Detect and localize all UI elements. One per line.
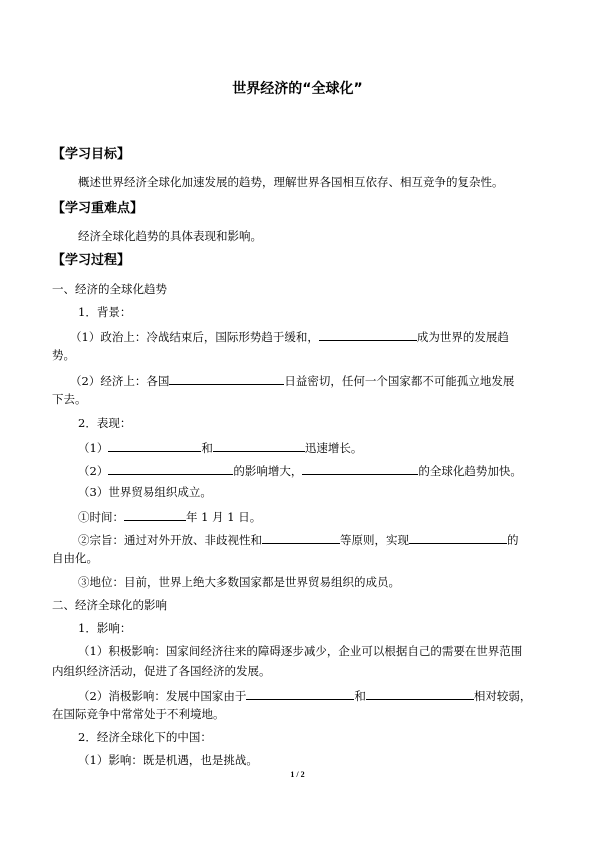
blank-field[interactable] [319,328,417,341]
impact-positive-b: 内组织经济活动，促进了各国经济的发展。 [52,664,271,678]
bg-politics-text-c: 势。 [52,348,75,362]
background-economy-line [70,372,514,389]
wto-aim-text-b: 等原则，实现 [340,533,409,547]
impact-positive-a: （1）积极影响：国家间经济往来的障碍逐步减少，企业可以根据自己的需要在世界范围 [78,644,523,658]
bg-economy-text-a: （2）经济上：各国 [70,374,170,388]
performance-2-line [78,462,522,479]
wto-aim-line [78,531,519,548]
blank-field[interactable] [262,531,340,544]
performance-title: 2．表现： [78,416,132,430]
blank-field[interactable] [108,439,201,452]
blank-field[interactable] [409,531,507,544]
perf1-prefix: （1） [78,441,109,455]
blank-field[interactable] [302,462,418,475]
blank-field[interactable] [124,508,186,521]
blank-field[interactable] [213,439,305,452]
process-heading: 【学习过程】 [52,253,131,268]
wto-aim-text-c: 的 [507,533,519,547]
wto-aim-text-a: ②宗旨：通过对外开放、非歧视性和 [78,533,262,547]
blank-field[interactable] [169,372,284,385]
background-title: 1．背景： [78,305,132,319]
perf2-suffix: 的全球化趋势加快。 [418,464,522,478]
part1-title: 一、经济的全球化趋势 [52,282,167,296]
performance-3: （3）世界贸易组织成立。 [78,485,212,499]
page-number: 1 / 2 [290,770,305,779]
perf2-middle: 的影响增大， [233,464,303,478]
perf1-and: 和 [201,441,213,455]
impact-neg-text-c: 相对较弱， [473,689,532,703]
wto-time-line [78,508,261,525]
impact-neg-text-a: （2）消极影响：发展中国家由于 [78,689,247,703]
blank-field[interactable] [246,687,354,700]
key-points-heading: 【学习重难点】 [52,201,144,216]
performance-1-line [78,439,362,456]
wto-status: ③地位：目前，世界上绝大多数国家都是世界贸易组织的成员。 [78,575,400,589]
bg-economy-text-c: 下去。 [52,392,87,406]
bg-politics-text-a: （1）政治上：冷战结束后，国际形势趋于缓和， [70,330,319,344]
impact-negative-d: 在国际竞争中常常处于不利境地。 [52,707,225,721]
bg-politics-text-b: 成为世界的发展趋 [416,330,509,344]
bg-economy-text-b: 日益密切，任何一个国家都不可能孤立地发展 [284,374,515,388]
goals-heading: 【学习目标】 [52,147,131,162]
part2-title: 二、经济全球化的影响 [52,598,167,612]
blank-field[interactable] [366,687,474,700]
blank-field[interactable] [108,462,233,475]
wto-aim-text-d: 自由化。 [52,551,98,565]
page-title: 世界经济的“全球化” [232,81,363,97]
wto-time-date: 年 1 月 1 日。 [186,510,262,524]
china-impact: （1）影响：既是机遇，也是挑战。 [78,753,258,767]
background-politics-line [70,328,509,345]
perf1-suffix: 迅速增长。 [304,441,363,455]
impact-neg-and: 和 [354,689,366,703]
china-title: 2．经济全球化下的中国： [78,730,212,744]
impact-title: 1．影响： [78,621,132,635]
impact-negative-line [78,687,531,704]
key-points-text: 经济全球化趋势的具体表现和影响。 [78,229,262,243]
goals-text: 概述世界经济全球化加速发展的趋势，理解世界各国相互依存、相互竞争的复杂性。 [78,175,504,189]
wto-time-label: ①时间： [78,510,124,524]
perf2-prefix: （2） [78,464,109,478]
